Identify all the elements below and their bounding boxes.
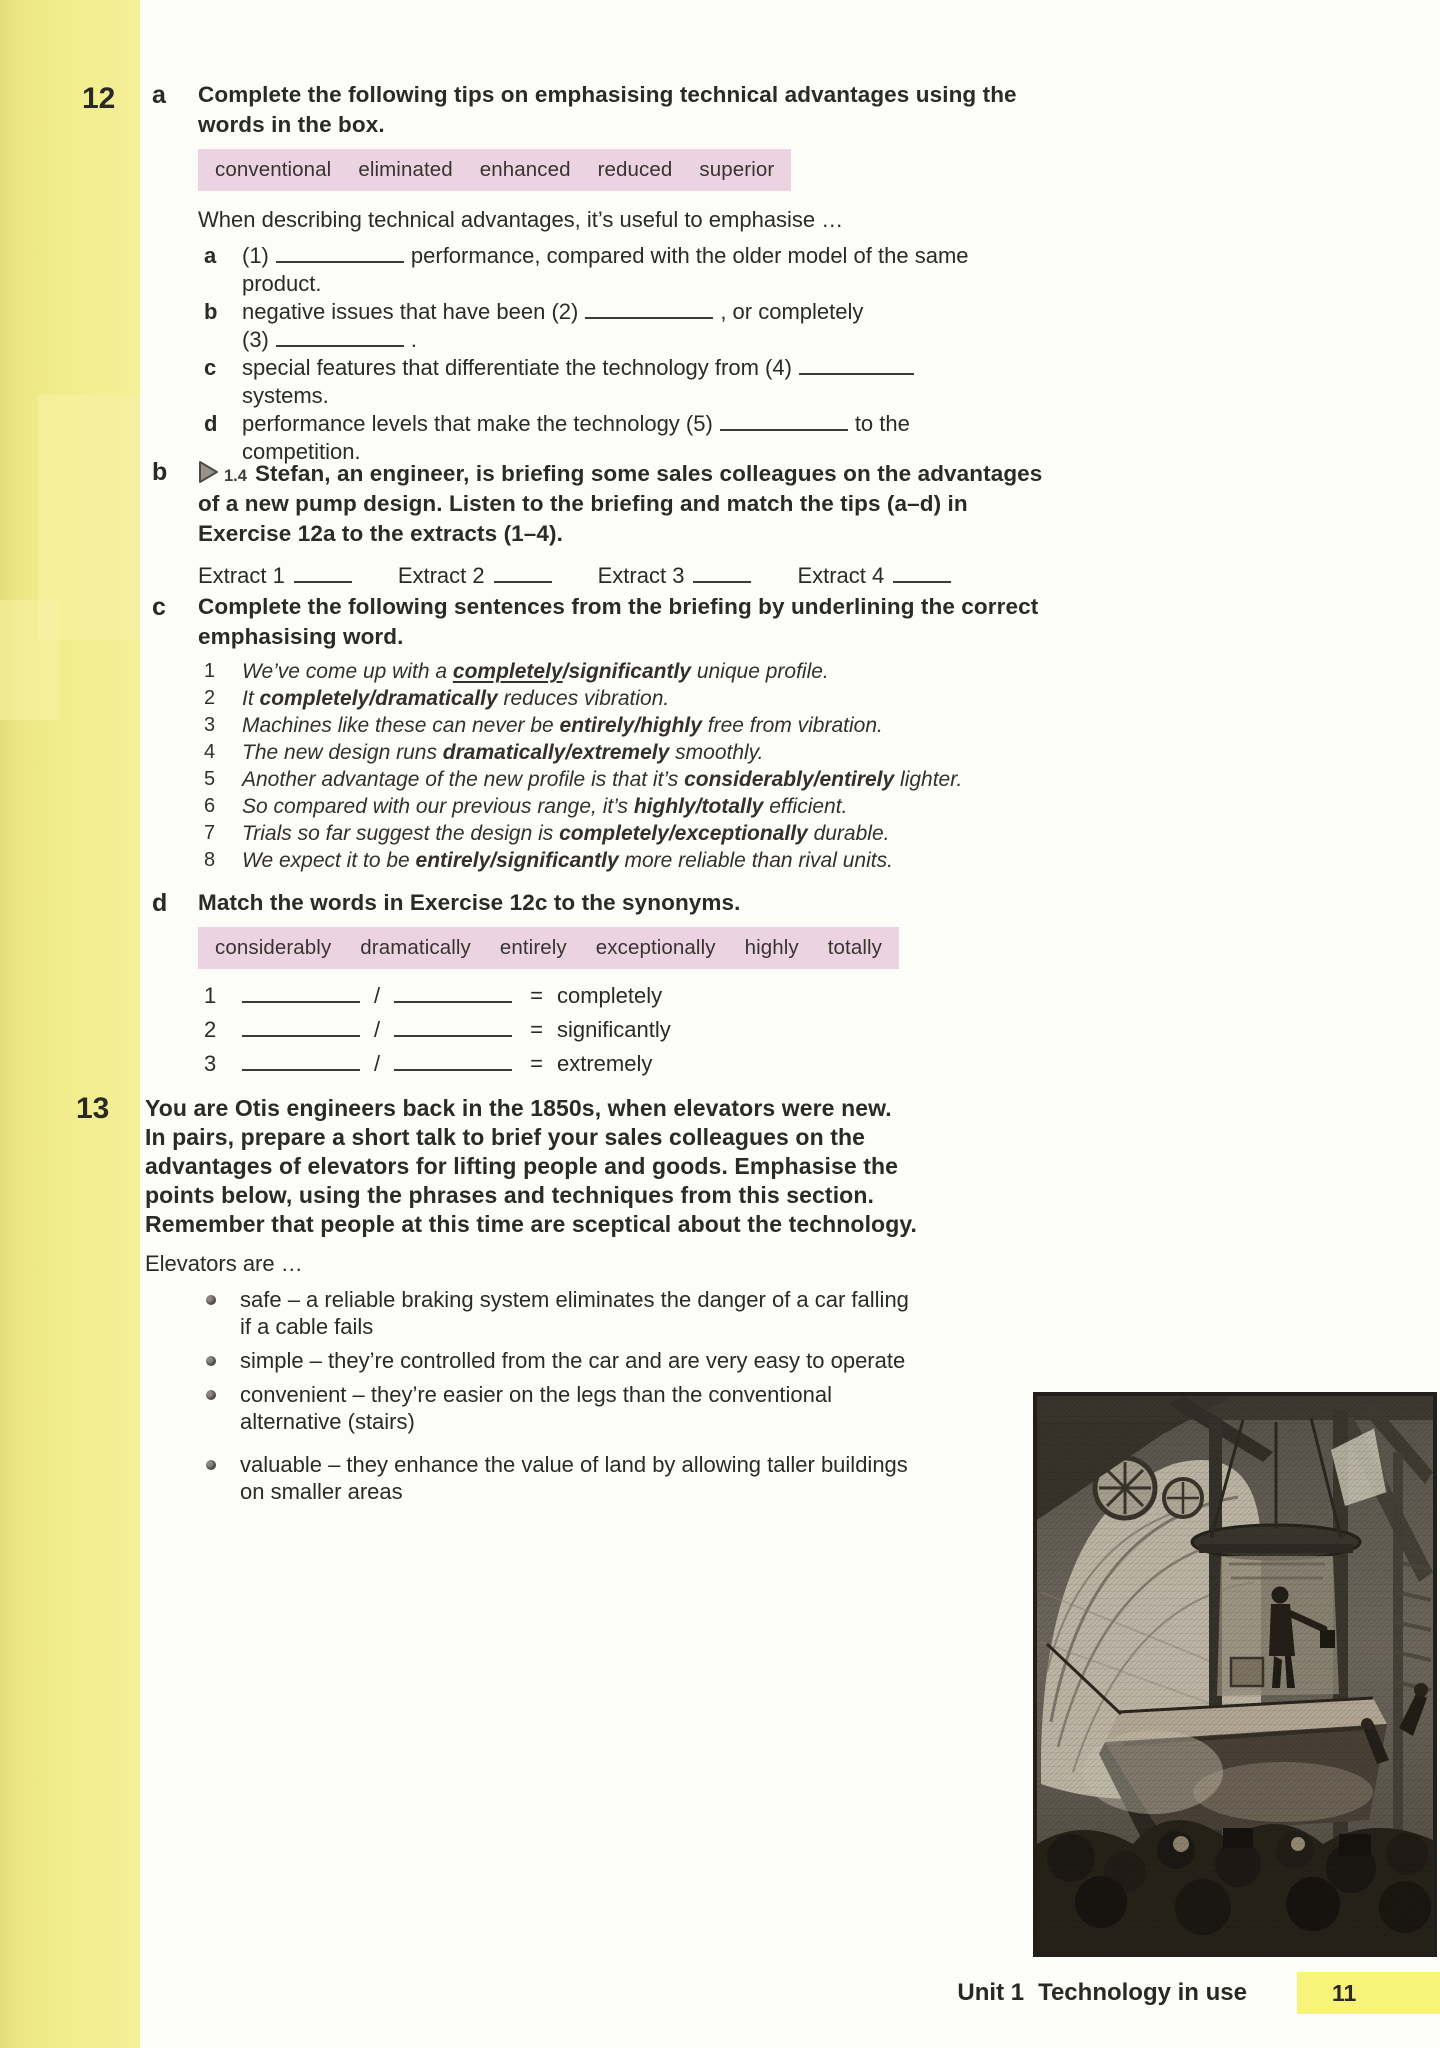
answer-blank — [276, 244, 404, 263]
tips-intro: When describing technical advantages, it’s useful to emphasise … — [198, 207, 844, 232]
item-line: systems. — [242, 383, 329, 408]
slash: / — [490, 849, 497, 872]
footer-unit-title — [0, 1979, 1247, 2007]
section-label-c: c — [152, 593, 166, 621]
bullet-safe — [145, 1286, 1045, 1340]
item-text: special features that differentiate the technology from (4) — [242, 355, 792, 380]
choice-word: entirely — [819, 768, 895, 791]
extract-group — [398, 561, 552, 591]
paragraph-line: points below, using the phrases and techniques from this section. — [145, 1182, 874, 1208]
sentence-pre: Machines like these can never be — [242, 714, 554, 737]
sentence-pre: So compared with our previous range, it’s — [242, 795, 628, 818]
sentence-post: lighter. — [900, 768, 963, 791]
item-text: (3) — [242, 327, 269, 352]
slash: / — [668, 822, 675, 845]
sentence-7 — [198, 822, 1072, 849]
answer-blank — [394, 984, 512, 1003]
instruction-line: words in the box. — [198, 112, 385, 137]
gap-fill-items — [198, 242, 1072, 466]
sentence-3 — [198, 714, 1072, 741]
answer-blank — [893, 564, 951, 583]
exercise-12b — [152, 457, 1072, 591]
equals-sign: = — [530, 1051, 543, 1076]
item-text: (1) — [242, 243, 269, 268]
word-box-word: eliminated — [358, 158, 453, 181]
slash: / — [374, 983, 381, 1008]
sentence-4 — [198, 741, 1072, 768]
bullet-line: alternative (stairs) — [240, 1409, 415, 1434]
paragraph-line: You are Otis engineers back in the 1850s, when elevators were new. — [145, 1095, 892, 1121]
answer-blank — [294, 564, 352, 583]
slash: / — [565, 741, 572, 764]
choice-word: significantly — [496, 849, 619, 872]
instruction-line: Complete the following sentences from the briefing by underlining the correct — [198, 594, 1039, 619]
answer-blank — [585, 300, 713, 319]
answer-blank — [720, 412, 848, 431]
left-margin-band — [0, 0, 140, 2048]
synonym-rows — [198, 983, 1072, 1085]
choice-word: dramatically — [442, 741, 566, 764]
choice-word: significantly — [568, 660, 691, 683]
choice-word: exceptionally — [674, 822, 808, 845]
slash: / — [813, 768, 820, 791]
exercise-12a — [152, 80, 1072, 466]
gap-fill-item-c — [198, 354, 1072, 410]
answer-blank — [242, 1018, 360, 1037]
sentence-8 — [198, 849, 1072, 876]
instruction-line: Match the words in Exercise 12c to the synonyms. — [198, 890, 741, 915]
synonym-word: completely — [556, 983, 663, 1008]
item-text: performance levels that make the technology (5) — [242, 411, 713, 436]
sentence-6 — [198, 795, 1072, 822]
audio-track-number: 1.4 — [224, 467, 247, 485]
bullet-line: valuable – they enhance the value of land by allowing taller buildings — [240, 1452, 908, 1477]
item-line: competition. — [242, 439, 361, 464]
synonym-row-2 — [198, 1017, 1072, 1051]
answer-blank — [799, 356, 914, 375]
bullet-simple — [145, 1347, 1045, 1374]
bullet-line: on smaller areas — [240, 1479, 403, 1504]
sentence-list — [198, 660, 1072, 876]
choice-word: totally — [701, 795, 764, 818]
section-label-a: a — [152, 81, 166, 109]
item-line — [242, 354, 1072, 382]
exercise-13 — [145, 1094, 1045, 1512]
slash: / — [634, 714, 641, 737]
instruction-line: Stefan, an engineer, is briefing some sales colleagues on the advantages — [254, 461, 1043, 486]
sentence-pre: We’ve come up with a — [242, 660, 448, 683]
item-label: b — [204, 299, 218, 324]
item-text: , or completely — [720, 299, 864, 324]
bullet-icon — [206, 1390, 216, 1400]
word-box-word: considerably — [215, 936, 332, 959]
footer-unit: Unit 1 — [957, 1979, 1025, 2006]
sentence-number: 1 — [204, 660, 216, 682]
sentence-pre: It — [242, 687, 254, 710]
answer-blank — [242, 984, 360, 1003]
task-paragraph — [145, 1094, 1045, 1239]
bullet-icon — [206, 1356, 216, 1366]
extract-label: Extract 1 — [198, 563, 285, 588]
choice-word: entirely — [559, 714, 635, 737]
bullet-icon — [206, 1460, 216, 1470]
slash: / — [695, 795, 702, 818]
bullet-icon — [206, 1295, 216, 1305]
choice-word: considerably — [684, 768, 814, 791]
item-text: negative issues that have been (2) — [242, 299, 579, 324]
sentence-pre: We expect it to be — [242, 849, 410, 872]
exercise-12d — [152, 888, 1072, 1085]
choice-word: completely — [259, 687, 370, 710]
lead-in-text: Elevators are … — [145, 1251, 303, 1276]
item-line — [242, 242, 1072, 270]
extract-group — [598, 561, 752, 591]
item-label: c — [204, 355, 217, 380]
choice-word: extremely — [571, 741, 670, 764]
synonym-word: significantly — [556, 1017, 671, 1042]
sentence-number: 6 — [204, 795, 216, 817]
sentence-pre: Another advantage of the new profile is that it’s — [242, 768, 679, 791]
page-number: 11 — [1332, 1979, 1357, 2006]
bullet-list — [145, 1286, 1045, 1505]
sentence-post: smoothly. — [675, 741, 764, 764]
equals-sign: = — [530, 1017, 543, 1042]
synonym-row-1 — [198, 983, 1072, 1017]
instruction-line: emphasising word. — [198, 624, 404, 649]
word-box-12a — [198, 149, 791, 191]
word-box-word: reduced — [597, 158, 673, 181]
gap-fill-item-b — [198, 298, 1072, 354]
footer-title: Technology in use — [1038, 1979, 1247, 2006]
sentence-post: more reliable than rival units. — [624, 849, 893, 872]
sentence-post: efficient. — [769, 795, 848, 818]
bullet-valuable — [145, 1451, 1045, 1505]
sentence-post: free from vibration. — [707, 714, 883, 737]
answer-blank — [693, 564, 751, 583]
synonym-row-3 — [198, 1051, 1072, 1085]
bullet-convenient — [145, 1381, 1045, 1435]
extract-label: Extract 4 — [797, 563, 885, 588]
word-box-word: exceptionally — [595, 936, 716, 959]
extract-label: Extract 3 — [597, 563, 685, 588]
extract-group — [198, 561, 352, 591]
item-label: d — [204, 411, 218, 436]
word-box-word: superior — [699, 158, 775, 181]
bullet-line: safe – a reliable braking system eliminates the danger of a car falling — [240, 1287, 909, 1312]
slash: / — [374, 1051, 381, 1076]
extract-label: Extract 2 — [397, 563, 485, 588]
row-number: 3 — [204, 1051, 217, 1076]
answer-blank — [242, 1052, 360, 1071]
item-text: performance, compared with the older model of the same — [410, 243, 969, 268]
sentence-number: 7 — [204, 822, 216, 844]
instruction-line: of a new pump design. Listen to the briefing and match the tips (a–d) in — [198, 491, 968, 516]
page-number-box — [1297, 1972, 1440, 2014]
choice-word: entirely — [415, 849, 491, 872]
word-box-word: conventional — [215, 158, 332, 181]
slash: / — [374, 1017, 381, 1042]
exercise-13-number: 13 — [76, 1092, 110, 1125]
choice-word: dramatically — [375, 687, 498, 710]
paragraph-line: advantages of elevators for lifting people and goods. Emphasise the — [145, 1153, 899, 1179]
sentence-post: reduces vibration. — [503, 687, 670, 710]
item-text: . — [410, 327, 418, 352]
paragraph-line: In pairs, prepare a short talk to brief your sales colleagues on the — [145, 1124, 866, 1150]
elevator-demonstration-engraving — [1033, 1392, 1437, 1957]
choice-word-underlined: completely — [452, 660, 563, 683]
answer-blank — [394, 1018, 512, 1037]
bullet-line: if a cable fails — [240, 1314, 374, 1339]
synonym-word: extremely — [556, 1051, 653, 1076]
word-box-word: highly — [744, 936, 799, 959]
bullet-line: convenient – they’re easier on the legs than the conventional — [240, 1382, 832, 1407]
answer-blank — [276, 328, 404, 347]
answer-blank — [394, 1052, 512, 1071]
item-line — [242, 326, 1072, 354]
choice-word: highly — [633, 795, 696, 818]
instruction-line: Exercise 12a to the extracts (1–4). — [198, 521, 563, 546]
sentence-number: 2 — [204, 687, 216, 709]
extract-answer-row — [198, 561, 1072, 591]
item-text: to the — [854, 411, 910, 436]
sentence-pre: The new design runs — [242, 741, 437, 764]
choice-word: highly — [640, 714, 702, 737]
section-label-b: b — [152, 458, 168, 486]
paragraph-line: Remember that people at this time are sceptical about the technology. — [145, 1211, 918, 1237]
item-line — [242, 410, 1072, 438]
sentence-number: 3 — [204, 714, 216, 736]
choice-word: completely — [559, 822, 669, 845]
word-box-word: enhanced — [479, 158, 571, 181]
row-number: 1 — [204, 983, 217, 1008]
bullet-line: simple – they’re controlled from the car and are very easy to operate — [240, 1348, 906, 1373]
equals-sign: = — [530, 983, 543, 1008]
sentence-post: durable. — [813, 822, 890, 845]
word-box-word: totally — [827, 936, 883, 959]
word-box-word: entirely — [499, 936, 567, 959]
sentence-post: unique profile. — [696, 660, 829, 683]
extract-group — [797, 561, 951, 591]
word-box-12d — [198, 927, 899, 969]
gap-fill-item-a — [198, 242, 1072, 298]
word-box-word: dramatically — [360, 936, 471, 959]
slash: / — [369, 687, 376, 710]
sentence-1 — [198, 660, 1072, 687]
section-label-d: d — [152, 889, 168, 917]
audio-play-icon — [198, 460, 219, 489]
exercise-12-number: 12 — [82, 82, 116, 115]
row-number: 2 — [204, 1017, 217, 1042]
scan-light-patch — [0, 600, 60, 720]
sentence-pre: Trials so far suggest the design is — [242, 822, 554, 845]
slash: / — [562, 660, 569, 683]
sentence-2 — [198, 687, 1072, 714]
sentence-5 — [198, 768, 1072, 795]
sentence-number: 4 — [204, 741, 216, 763]
sentence-number: 8 — [204, 849, 216, 871]
audio-instruction-line — [198, 457, 1072, 489]
item-line: product. — [242, 271, 322, 296]
item-line — [242, 298, 1072, 326]
sentence-number: 5 — [204, 768, 216, 790]
instruction-line: Complete the following tips on emphasising technical advantages using the — [198, 82, 1017, 107]
item-label: a — [204, 243, 217, 268]
answer-blank — [494, 564, 552, 583]
exercise-12c — [152, 592, 1072, 876]
